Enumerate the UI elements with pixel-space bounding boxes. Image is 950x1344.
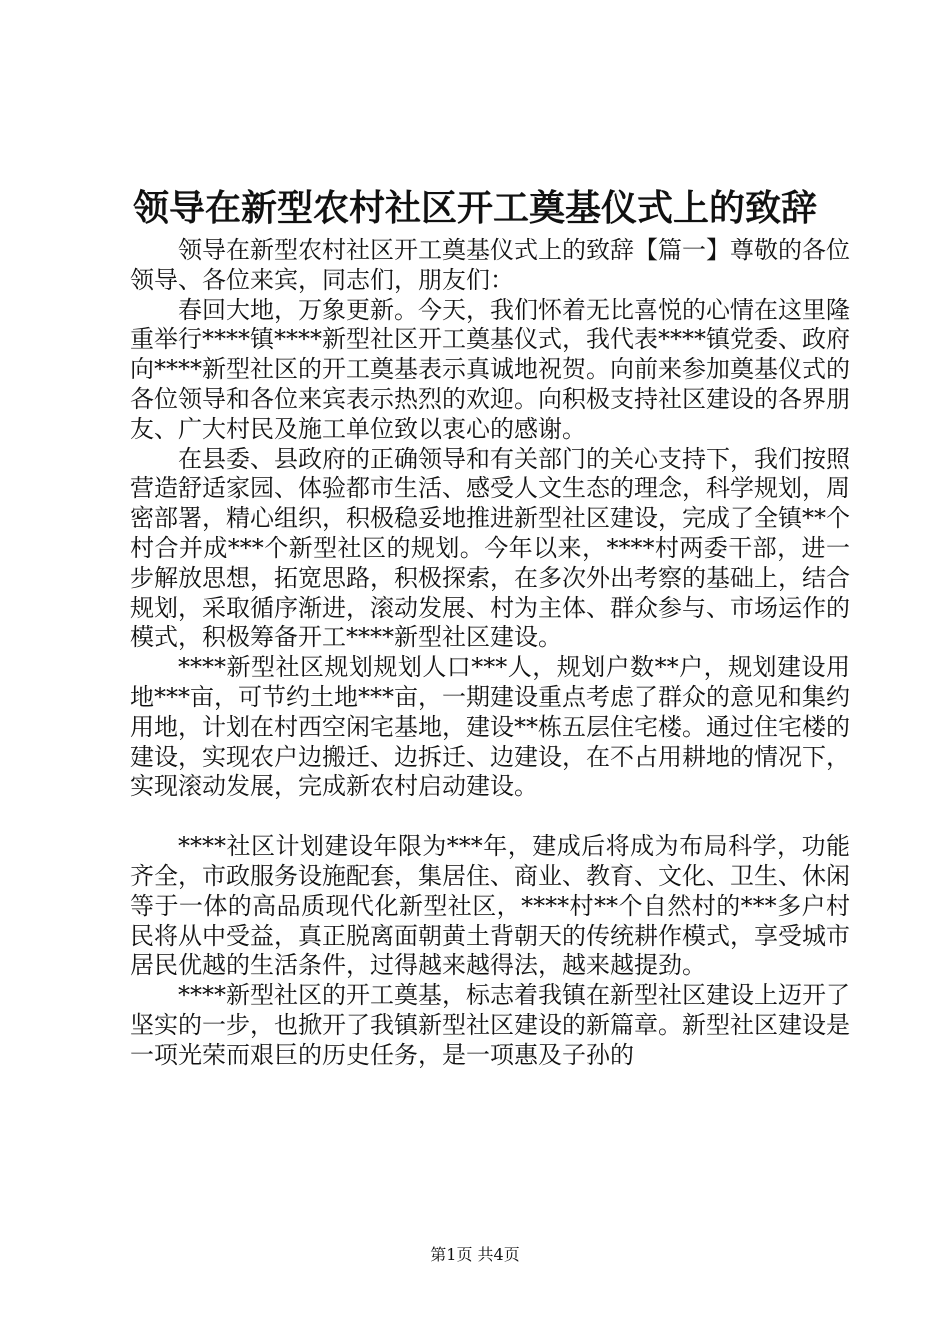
page-number-indicator: 第1页 共4页 [430, 1245, 520, 1264]
document-body [130, 236, 850, 1071]
paragraph-opening: 春回大地，万象更新。今天，我们怀着无比喜悦的心情在这里隆重举行****镇****新型社区开工奠基仪式，我代表****镇党委、政府向****新型社区的开工奠基表示真诚地祝贺。向前来参加奠基仪式的各位领导和各位来宾表示热烈的欢迎。向积极支持社区建设的各界朋友、广大村民及施工单位致以衷心的感谢。 [130, 295, 850, 443]
page-footer [0, 1244, 950, 1266]
paragraph-benefits: ****社区计划建设年限为***年，建成后将成为布局科学，功能齐全，市政服务设施配套，集居住、商业、教育、文化、卫生、休闲等于一体的高品质现代化新型社区，****村**个自然村的***多户村民将从中受益，真正脱离面朝黄土背朝天的传统耕作模式，享受城市居民优越的生活条件，过得越来越得法，越来越提劲。 [130, 832, 850, 980]
paragraph-planning: 在县委、县政府的正确领导和有关部门的关心支持下，我们按照营造舒适家园、体验都市生活、感受人文生态的理念，科学规划，周密部署，精心组织，积极稳妥地推进新型社区建设，完成了全镇**个村合并成***个新型社区的规划。今年以来，****村两委干部，进一步解放思想，拓宽思路，积极探索，在多次外出考察的基础上，结合规划，采取循序渐进，滚动发展、村为主体、群众参与、市场运作的模式，积极筹备开工****新型社区建设。 [130, 444, 850, 652]
paragraph-scale: ****新型社区规划规划人口***人，规划户数**户，规划建设用地***亩，可节约土地***亩，一期建设重点考虑了群众的意见和集约用地，计划在村西空闲宅基地，建设**栋五层住宅楼。通过住宅楼的建设，实现农户边搬迁、边拆迁、边建设，在不占用耕地的情况下，实现滚动发展，完成新农村启动建设。 [130, 653, 850, 801]
document-title: 领导在新型农村社区开工奠基仪式上的致辞 [132, 187, 817, 229]
paragraph-greeting: 领导在新型农村社区开工奠基仪式上的致辞【篇一】尊敬的各位领导、各位来宾，同志们，朋友们： [130, 236, 850, 294]
paragraph-significance: ****新型社区的开工奠基，标志着我镇在新型社区建设上迈开了坚实的一步，也掀开了我镇新型社区建设的新篇章。新型社区建设是一项光荣而艰巨的历史任务，是一项惠及子孙的 [130, 981, 850, 1069]
